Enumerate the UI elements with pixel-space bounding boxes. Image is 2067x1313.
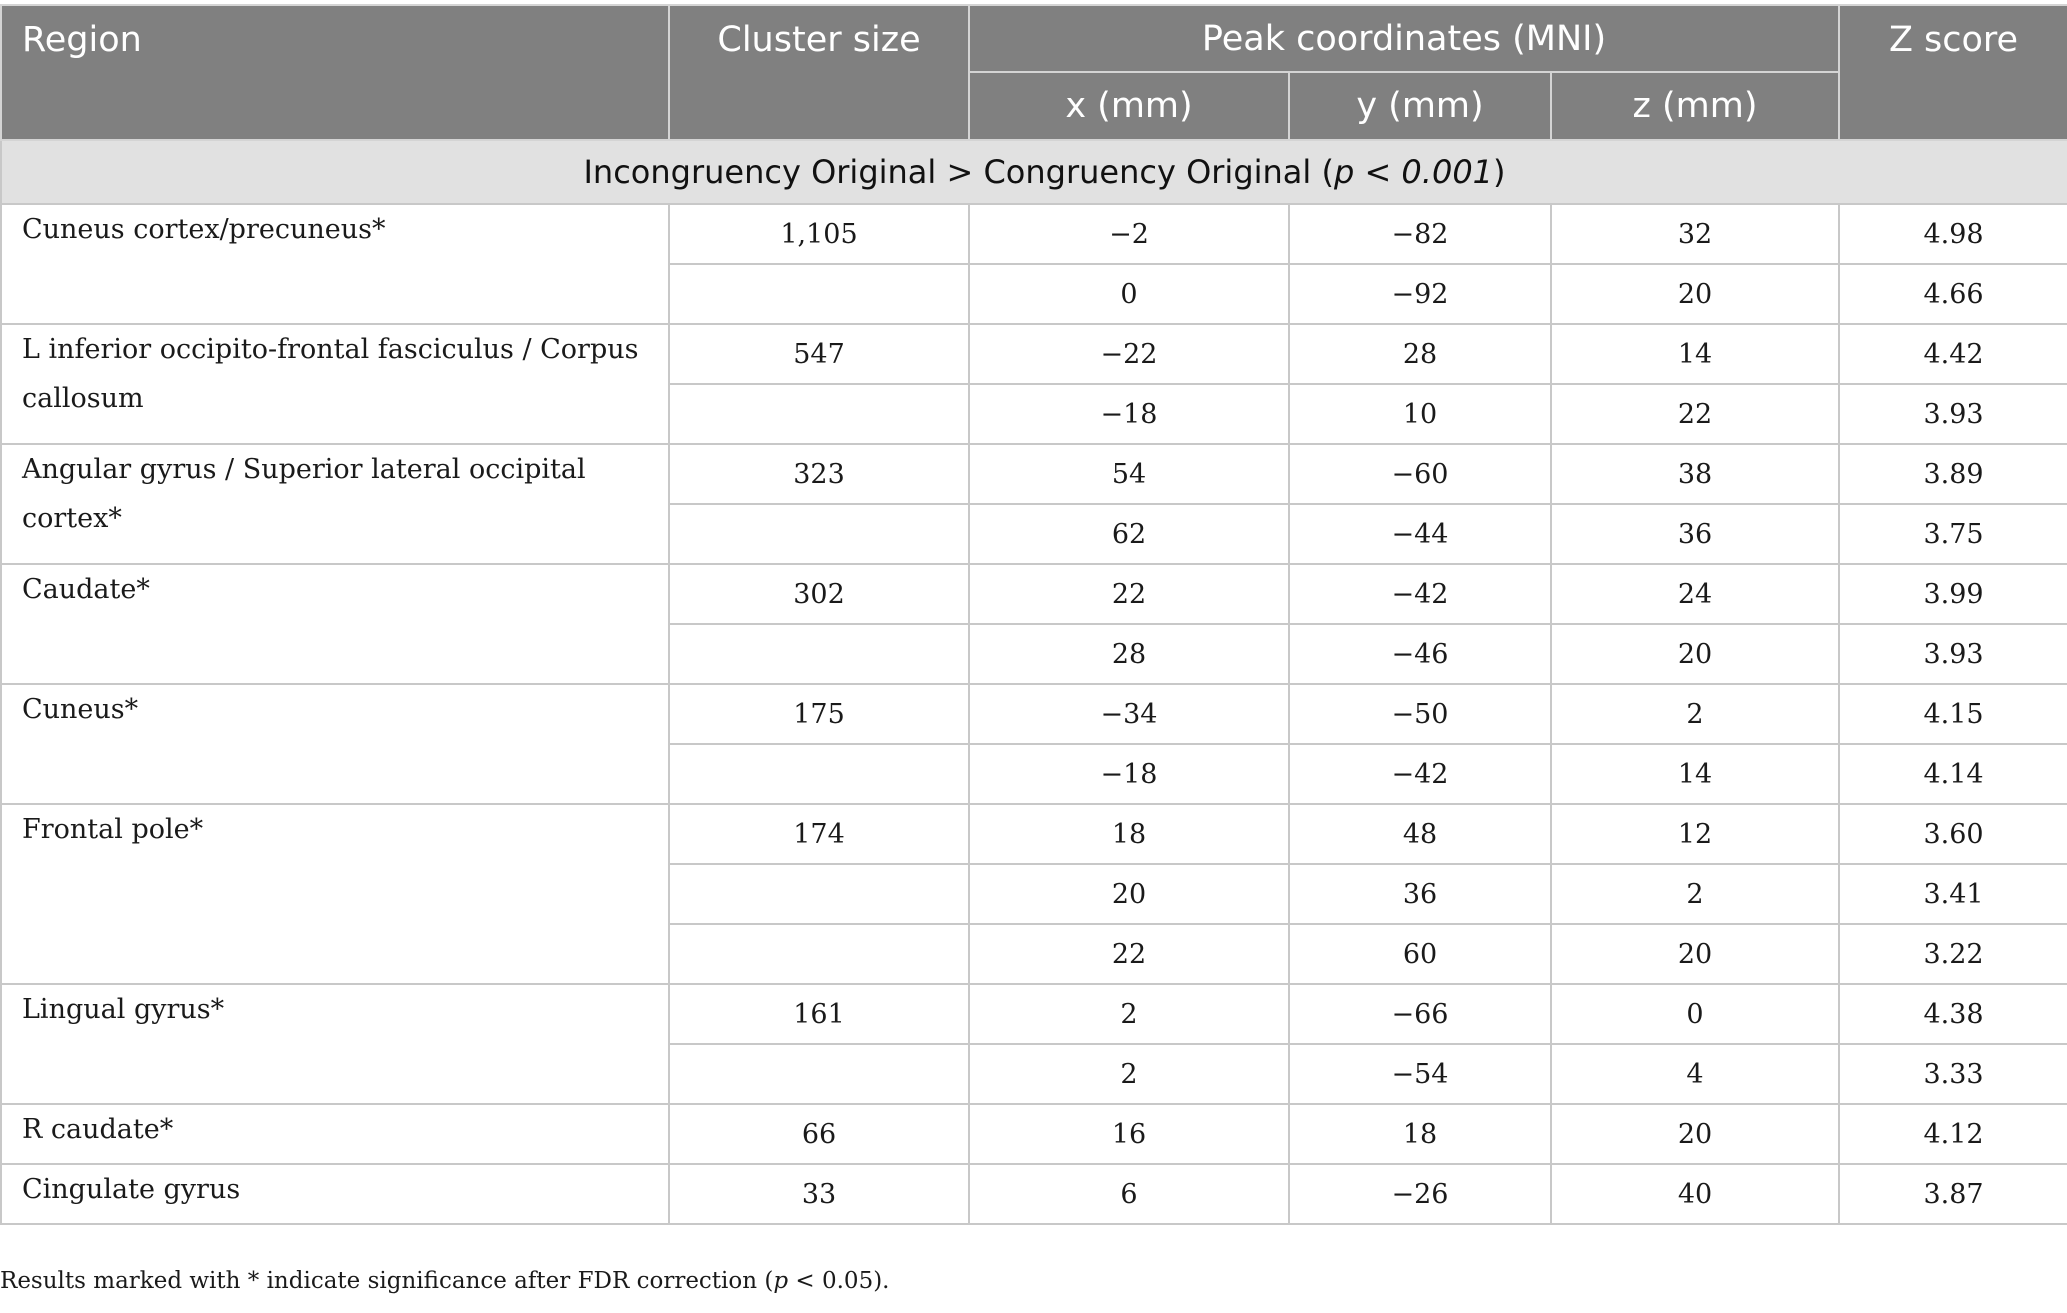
z-score-cell: 3.93 xyxy=(1839,384,2067,444)
cluster-size-cell: 33 xyxy=(669,1164,969,1224)
z-score-cell: 4.12 xyxy=(1839,1104,2067,1164)
y-cell: 48 xyxy=(1289,804,1551,864)
y-cell: −44 xyxy=(1289,504,1551,564)
x-cell: −18 xyxy=(969,384,1289,444)
z-score-cell: 4.15 xyxy=(1839,684,2067,744)
z-score-cell: 3.75 xyxy=(1839,504,2067,564)
y-cell: −46 xyxy=(1289,624,1551,684)
y-cell: −42 xyxy=(1289,744,1551,804)
header-x: x (mm) xyxy=(969,72,1289,140)
header-z-score: Z score xyxy=(1839,5,2067,140)
x-cell: 18 xyxy=(969,804,1289,864)
z-score-cell: 3.60 xyxy=(1839,804,2067,864)
results-table xyxy=(0,4,2067,1225)
table-row xyxy=(1,684,2067,744)
cluster-size-cell-empty xyxy=(669,864,969,924)
z-cell: 0 xyxy=(1551,984,1839,1044)
table-row xyxy=(1,1164,2067,1224)
table-row xyxy=(1,1104,2067,1164)
x-cell: 2 xyxy=(969,984,1289,1044)
z-score-cell: 3.22 xyxy=(1839,924,2067,984)
y-cell: −26 xyxy=(1289,1164,1551,1224)
section-label-post: ) xyxy=(1493,153,1506,191)
z-score-cell: 3.93 xyxy=(1839,624,2067,684)
z-cell: 20 xyxy=(1551,1104,1839,1164)
z-score-cell: 4.98 xyxy=(1839,204,2067,264)
section-label xyxy=(1,140,2067,204)
z-cell: 40 xyxy=(1551,1164,1839,1224)
cluster-size-cell: 1,105 xyxy=(669,204,969,264)
x-cell: 0 xyxy=(969,264,1289,324)
x-cell: 6 xyxy=(969,1164,1289,1224)
header-region: Region xyxy=(1,5,669,140)
z-cell: 20 xyxy=(1551,624,1839,684)
footnote-post: < 0.05). xyxy=(788,1268,890,1294)
cluster-size-cell: 174 xyxy=(669,804,969,864)
x-cell: 28 xyxy=(969,624,1289,684)
z-score-cell: 3.99 xyxy=(1839,564,2067,624)
header-peak-coordinates: Peak coordinates (MNI) xyxy=(969,5,1839,72)
z-cell: 24 xyxy=(1551,564,1839,624)
y-cell: 10 xyxy=(1289,384,1551,444)
z-score-cell: 4.42 xyxy=(1839,324,2067,384)
z-score-cell: 4.66 xyxy=(1839,264,2067,324)
y-cell: −50 xyxy=(1289,684,1551,744)
z-cell: 14 xyxy=(1551,744,1839,804)
section-row xyxy=(1,140,2067,204)
cluster-size-cell-empty xyxy=(669,744,969,804)
cluster-size-cell: 161 xyxy=(669,984,969,1044)
y-cell: 18 xyxy=(1289,1104,1551,1164)
region-cell: Cuneus* xyxy=(1,684,669,804)
z-cell: 4 xyxy=(1551,1044,1839,1104)
y-cell: −82 xyxy=(1289,204,1551,264)
x-cell: 2 xyxy=(969,1044,1289,1104)
cluster-size-cell: 323 xyxy=(669,444,969,504)
region-cell: Cuneus cortex/precuneus* xyxy=(1,204,669,324)
cluster-size-cell-empty xyxy=(669,924,969,984)
header-y: y (mm) xyxy=(1289,72,1551,140)
table-footnote xyxy=(0,1268,889,1294)
z-cell: 36 xyxy=(1551,504,1839,564)
cluster-size-cell: 302 xyxy=(669,564,969,624)
z-score-cell: 3.33 xyxy=(1839,1044,2067,1104)
x-cell: −22 xyxy=(969,324,1289,384)
z-score-cell: 3.41 xyxy=(1839,864,2067,924)
y-cell: −54 xyxy=(1289,1044,1551,1104)
z-cell: 12 xyxy=(1551,804,1839,864)
cluster-size-cell-empty xyxy=(669,504,969,564)
region-cell: Caudate* xyxy=(1,564,669,684)
region-cell: Cingulate gyrus xyxy=(1,1164,669,1224)
z-cell: 2 xyxy=(1551,684,1839,744)
x-cell: −34 xyxy=(969,684,1289,744)
y-cell: −60 xyxy=(1289,444,1551,504)
header-cluster-size: Cluster size xyxy=(669,5,969,140)
y-cell: −42 xyxy=(1289,564,1551,624)
x-cell: 54 xyxy=(969,444,1289,504)
z-cell: 32 xyxy=(1551,204,1839,264)
cluster-size-cell-empty xyxy=(669,624,969,684)
footnote-pre: Results marked with * indicate significance after FDR correction ( xyxy=(0,1268,774,1294)
cluster-size-cell-empty xyxy=(669,264,969,324)
y-cell: −92 xyxy=(1289,264,1551,324)
table-row xyxy=(1,324,2067,384)
region-cell: Frontal pole* xyxy=(1,804,669,984)
region-cell: L inferior occipito-frontal fasciculus / Corpus callosum xyxy=(1,324,669,444)
section-p: p xyxy=(1333,153,1355,191)
table-row xyxy=(1,984,2067,1044)
footnote-p: p xyxy=(773,1268,789,1294)
x-cell: 22 xyxy=(969,924,1289,984)
cluster-size-cell-empty xyxy=(669,1044,969,1104)
header-z: z (mm) xyxy=(1551,72,1839,140)
x-cell: 62 xyxy=(969,504,1289,564)
region-cell: Angular gyrus / Superior lateral occipital cortex* xyxy=(1,444,669,564)
region-cell: R caudate* xyxy=(1,1104,669,1164)
z-cell: 20 xyxy=(1551,924,1839,984)
z-score-cell: 4.38 xyxy=(1839,984,2067,1044)
z-cell: 38 xyxy=(1551,444,1839,504)
x-cell: 20 xyxy=(969,864,1289,924)
region-cell: Lingual gyrus* xyxy=(1,984,669,1104)
x-cell: −2 xyxy=(969,204,1289,264)
section-p-value: 0.001 xyxy=(1401,153,1494,191)
z-cell: 22 xyxy=(1551,384,1839,444)
z-cell: 14 xyxy=(1551,324,1839,384)
y-cell: 28 xyxy=(1289,324,1551,384)
x-cell: 22 xyxy=(969,564,1289,624)
cluster-size-cell: 547 xyxy=(669,324,969,384)
z-score-cell: 3.89 xyxy=(1839,444,2067,504)
cluster-size-cell-empty xyxy=(669,384,969,444)
table-row xyxy=(1,804,2067,864)
z-cell: 2 xyxy=(1551,864,1839,924)
table-header xyxy=(1,5,2067,140)
z-cell: 20 xyxy=(1551,264,1839,324)
table-row xyxy=(1,564,2067,624)
section-label-pre: Incongruency Original > Congruency Original ( xyxy=(583,153,1334,191)
y-cell: −66 xyxy=(1289,984,1551,1044)
z-score-cell: 4.14 xyxy=(1839,744,2067,804)
section-label-mid: < xyxy=(1354,153,1402,191)
table-row xyxy=(1,204,2067,264)
y-cell: 36 xyxy=(1289,864,1551,924)
cluster-size-cell: 66 xyxy=(669,1104,969,1164)
x-cell: −18 xyxy=(969,744,1289,804)
table-row xyxy=(1,444,2067,504)
z-score-cell: 3.87 xyxy=(1839,1164,2067,1224)
cluster-size-cell: 175 xyxy=(669,684,969,744)
table-body xyxy=(1,140,2067,1224)
x-cell: 16 xyxy=(969,1104,1289,1164)
y-cell: 60 xyxy=(1289,924,1551,984)
